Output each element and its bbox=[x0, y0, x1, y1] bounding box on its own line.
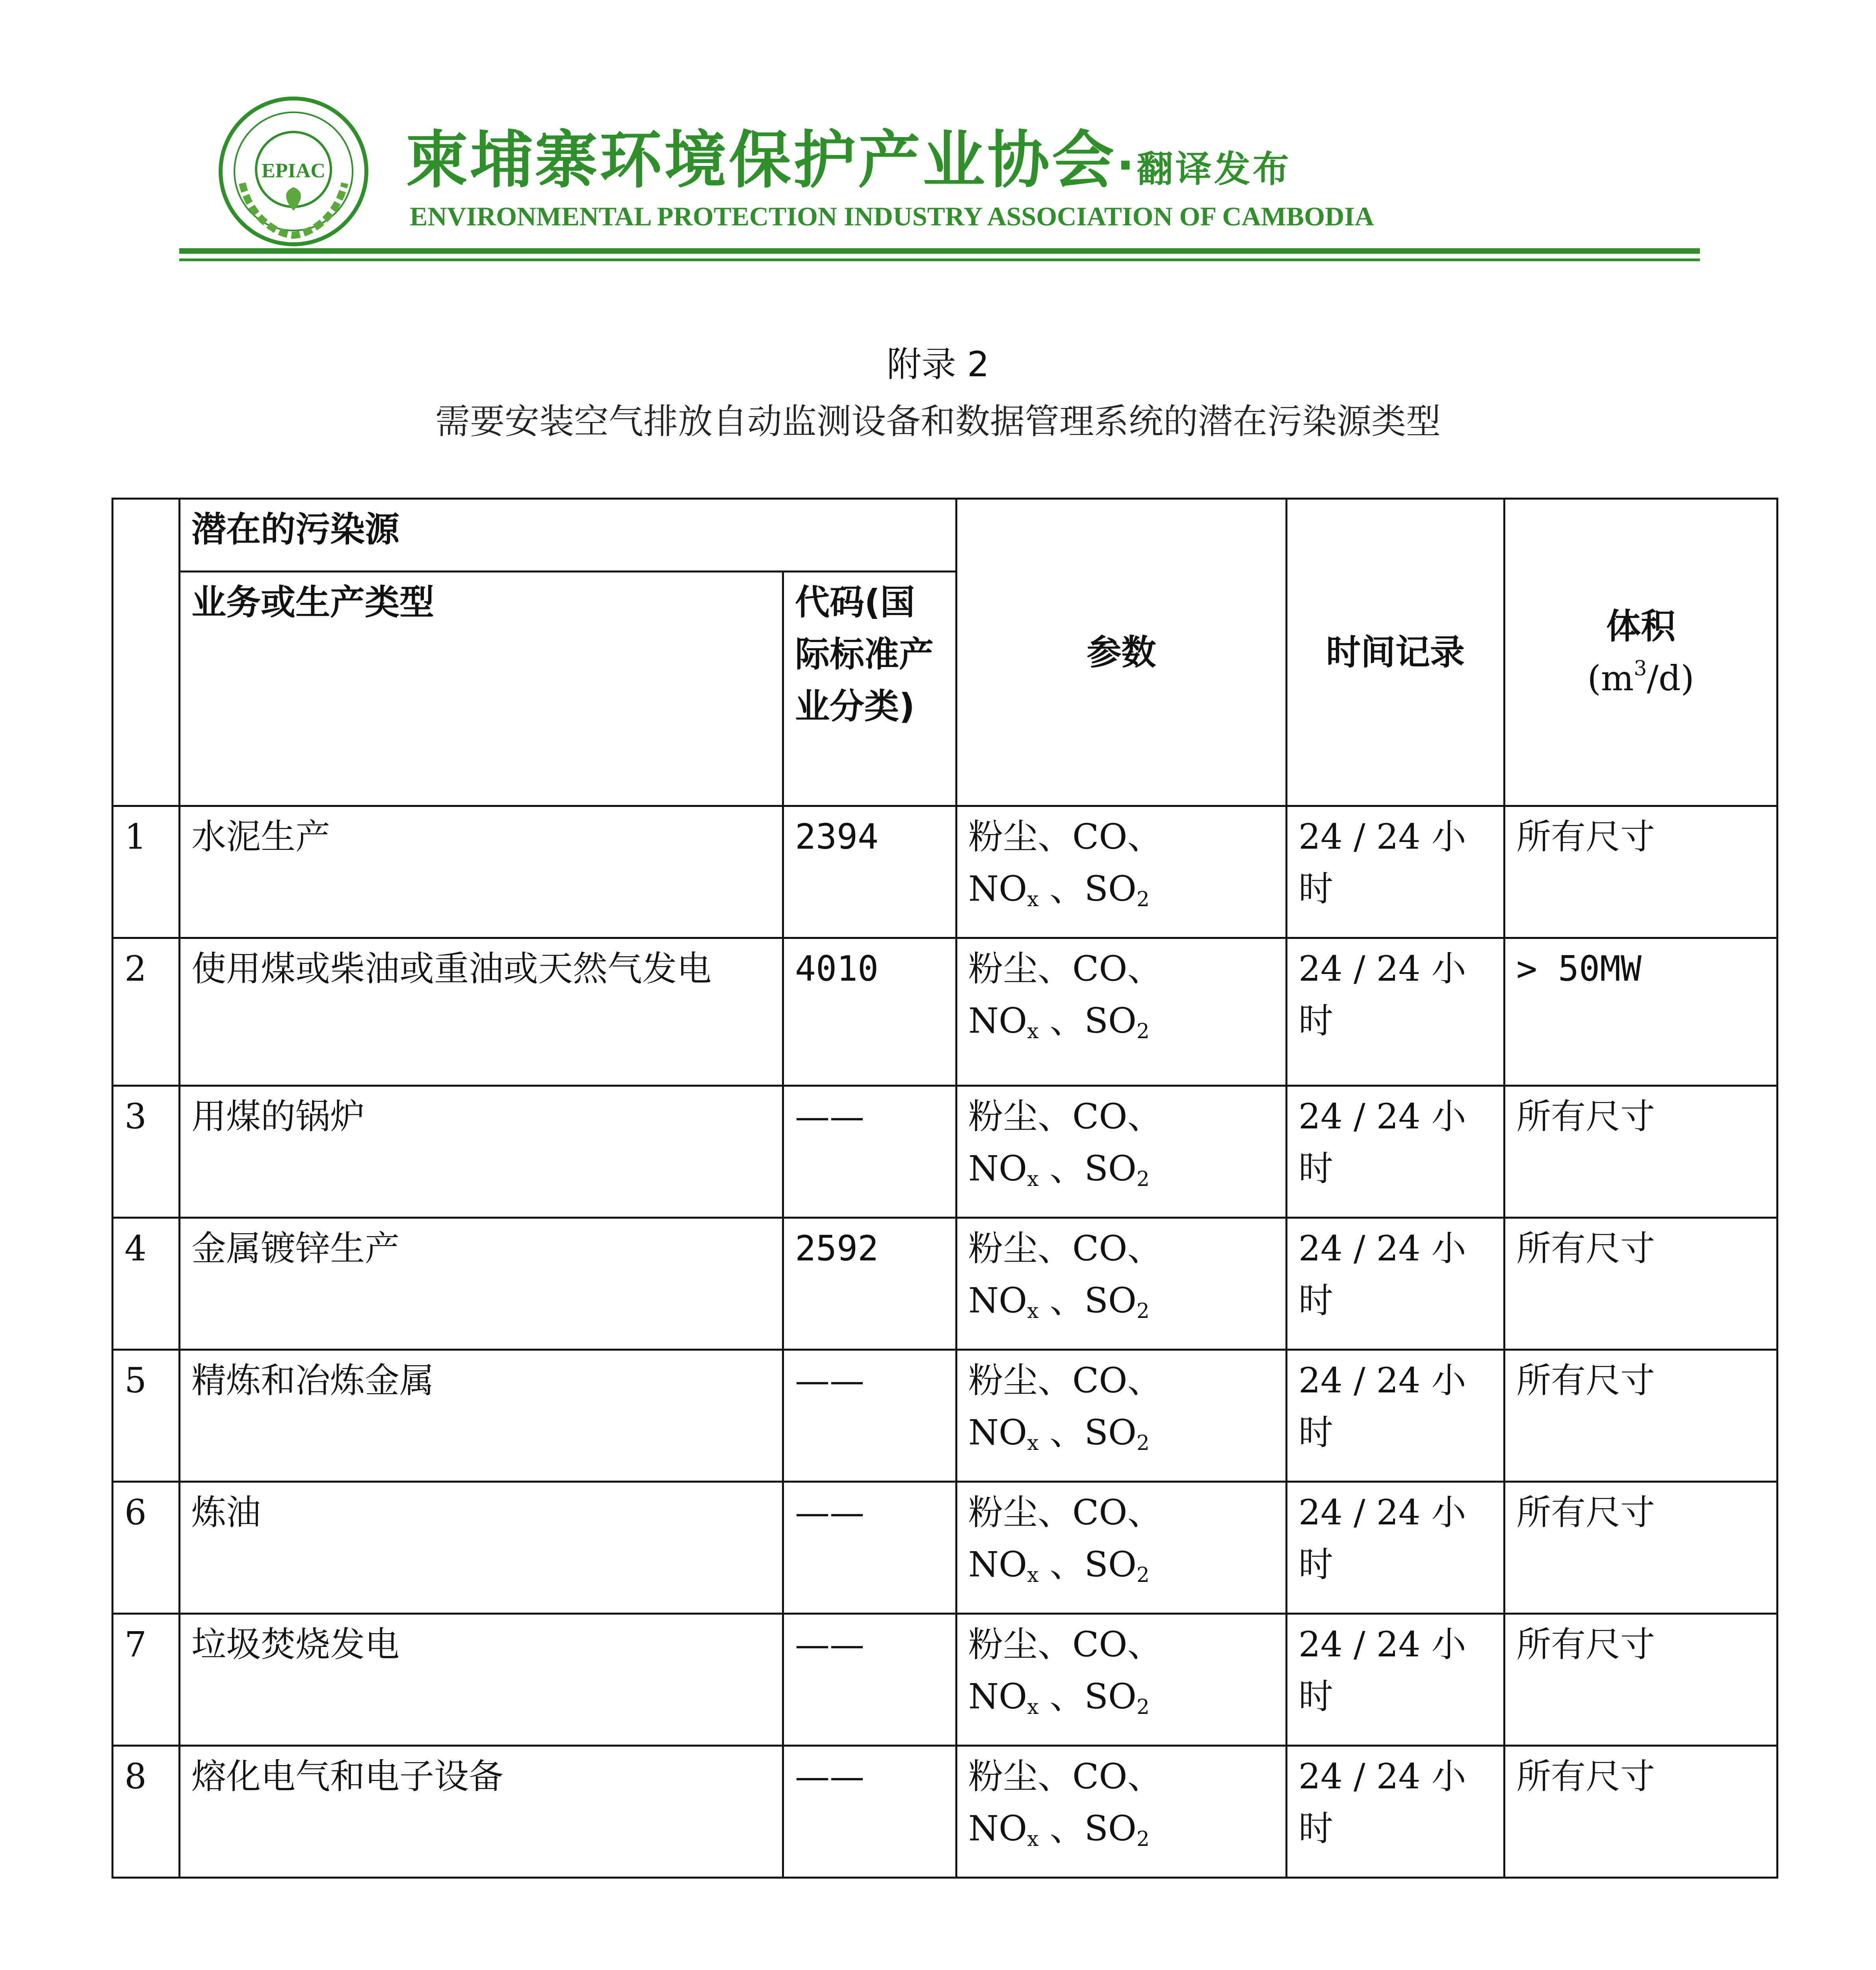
row-parameters: 粉尘、CO、 $NO_x$ 、$SO_2$ bbox=[957, 1746, 1287, 1878]
row-number: 7 bbox=[113, 1614, 180, 1746]
row-volume: 所有尺寸 bbox=[1505, 1746, 1778, 1878]
row-time-record: 24 / 24 小时 bbox=[1287, 1350, 1505, 1482]
row-code: 2394 bbox=[783, 806, 957, 938]
header-volume-unit: $(m^3/d)$ bbox=[1587, 656, 1694, 699]
svg-text:EPIAC: EPIAC bbox=[262, 160, 325, 182]
row-business-type: 金属镀锌生产 bbox=[180, 1218, 783, 1350]
row-number: 4 bbox=[113, 1218, 180, 1350]
row-volume: > 50MW bbox=[1505, 938, 1778, 1086]
page-header bbox=[0, 0, 1876, 276]
row-number: 8 bbox=[113, 1746, 180, 1878]
row-business-type: 精炼和冶炼金属 bbox=[180, 1350, 783, 1482]
table-row bbox=[113, 1350, 1778, 1482]
row-number: 2 bbox=[113, 938, 180, 1086]
row-volume: 所有尺寸 bbox=[1505, 1086, 1778, 1218]
row-parameters: 粉尘、CO、 $NO_x$ 、$SO_2$ bbox=[957, 1086, 1287, 1218]
table-row bbox=[113, 938, 1778, 1086]
table-row bbox=[113, 1218, 1778, 1350]
row-code: 2592 bbox=[783, 1218, 957, 1350]
table-row bbox=[113, 1746, 1778, 1878]
header-business-type: 业务或生产类型 bbox=[180, 572, 783, 806]
header-index-cell bbox=[113, 499, 180, 806]
header-time-record: 时间记录 bbox=[1287, 499, 1505, 806]
epiac-logo-icon bbox=[215, 93, 372, 250]
header-rule-thick bbox=[179, 248, 1700, 254]
header-code: 代码(国际标准产业分类) bbox=[783, 572, 957, 806]
pollution-source-table bbox=[111, 498, 1778, 1879]
row-business-type: 使用煤或柴油或重油或天然气发电 bbox=[180, 938, 783, 1086]
row-time-record: 24 / 24 小时 bbox=[1287, 1482, 1505, 1614]
row-time-record: 24 / 24 小时 bbox=[1287, 1746, 1505, 1878]
row-number: 6 bbox=[113, 1482, 180, 1614]
row-volume: 所有尺寸 bbox=[1505, 1614, 1778, 1746]
header-volume-label: 体积 bbox=[1606, 606, 1676, 647]
org-name-en: ENVIRONMENTAL PROTECTION INDUSTRY ASSOCIATION OF CAMBODIA bbox=[410, 201, 1374, 231]
header-parameters: 参数 bbox=[957, 499, 1287, 806]
row-parameters: 粉尘、CO、 $NO_x$ 、$SO_2$ bbox=[957, 938, 1287, 1086]
row-code: —— bbox=[783, 1086, 957, 1218]
row-parameters: 粉尘、CO、 $NO_x$ 、$SO_2$ bbox=[957, 1614, 1287, 1746]
row-number: 5 bbox=[113, 1350, 180, 1482]
row-parameters: 粉尘、CO、 $NO_x$ 、$SO_2$ bbox=[957, 1350, 1287, 1482]
row-business-type: 用煤的锅炉 bbox=[180, 1086, 783, 1218]
row-number: 3 bbox=[113, 1086, 180, 1218]
row-number: 1 bbox=[113, 806, 180, 938]
appendix-title: 附录 2 bbox=[887, 344, 989, 385]
table-row bbox=[113, 1482, 1778, 1614]
header-group-label: 潜在的污染源 bbox=[180, 499, 957, 572]
header-rule-thin bbox=[179, 258, 1700, 261]
header-volume bbox=[1505, 499, 1778, 806]
row-code: —— bbox=[783, 1482, 957, 1614]
row-business-type: 熔化电气和电子设备 bbox=[180, 1746, 783, 1878]
row-business-type: 炼油 bbox=[180, 1482, 783, 1614]
row-business-type: 垃圾焚烧发电 bbox=[180, 1614, 783, 1746]
row-business-type: 水泥生产 bbox=[180, 806, 783, 938]
row-volume: 所有尺寸 bbox=[1505, 806, 1778, 938]
table-row bbox=[113, 806, 1778, 938]
row-time-record: 24 / 24 小时 bbox=[1287, 938, 1505, 1086]
row-code: —— bbox=[783, 1746, 957, 1878]
row-time-record: 24 / 24 小时 bbox=[1287, 1218, 1505, 1350]
row-time-record: 24 / 24 小时 bbox=[1287, 1614, 1505, 1746]
row-parameters: 粉尘、CO、 $NO_x$ 、$SO_2$ bbox=[957, 1482, 1287, 1614]
row-code: —— bbox=[783, 1350, 957, 1482]
row-volume: 所有尺寸 bbox=[1505, 1218, 1778, 1350]
row-code: 4010 bbox=[783, 938, 957, 1086]
row-code: —— bbox=[783, 1614, 957, 1746]
table-header-row-1 bbox=[113, 499, 1778, 572]
org-name-cn: 柬埔寨环境保护产业协会·翻译发布 bbox=[406, 124, 1291, 197]
table-row bbox=[113, 1614, 1778, 1746]
row-volume: 所有尺寸 bbox=[1505, 1482, 1778, 1614]
row-volume: 所有尺寸 bbox=[1505, 1350, 1778, 1482]
row-time-record: 24 / 24 小时 bbox=[1287, 1086, 1505, 1218]
row-time-record: 24 / 24 小时 bbox=[1287, 806, 1505, 938]
row-parameters: 粉尘、CO、 $NO_x$ 、$SO_2$ bbox=[957, 1218, 1287, 1350]
appendix-subtitle: 需要安装空气排放自动监测设备和数据管理系统的潜在污染源类型 bbox=[435, 401, 1441, 442]
table-row bbox=[113, 1086, 1778, 1218]
row-parameters: 粉尘、CO、 $NO_x$ 、$SO_2$ bbox=[957, 806, 1287, 938]
